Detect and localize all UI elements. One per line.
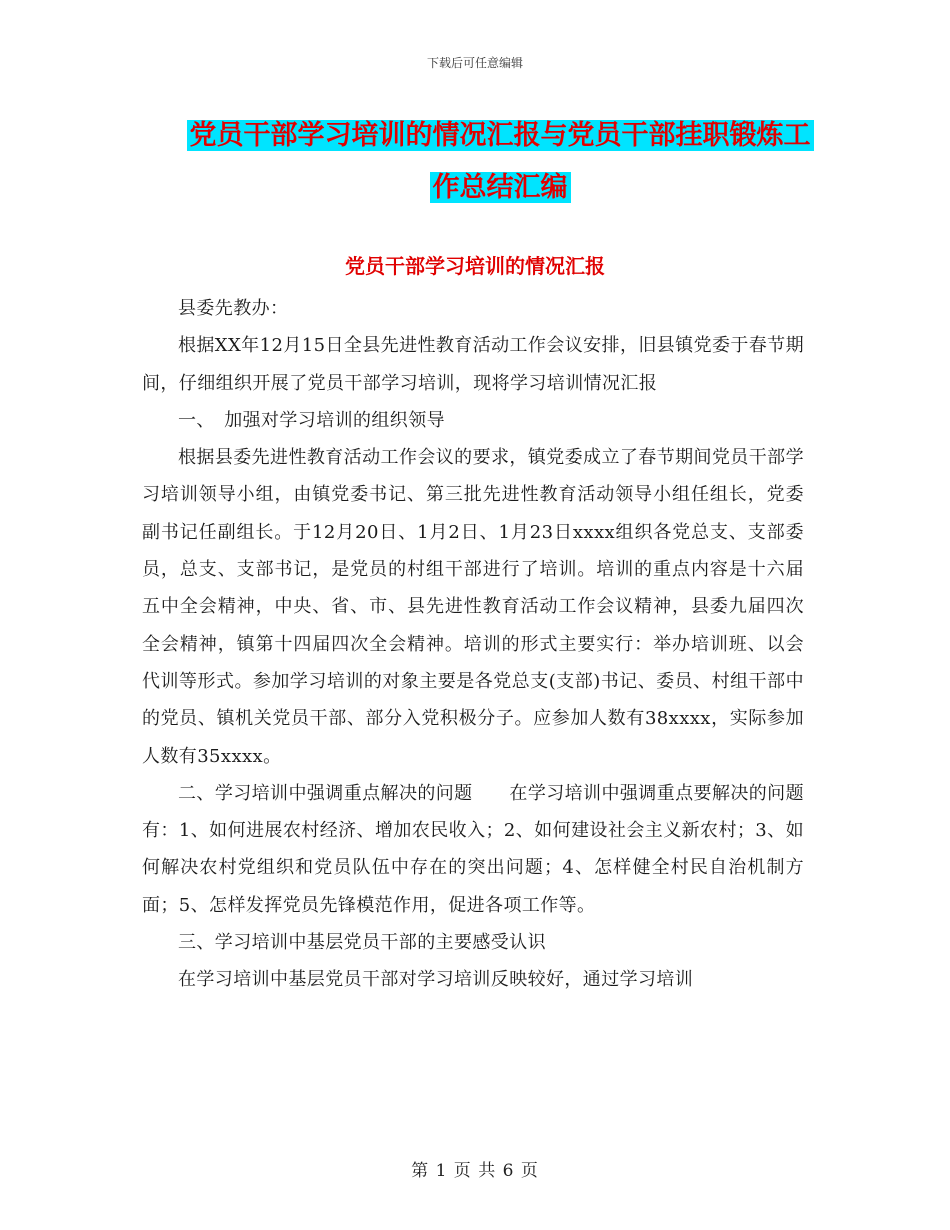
paragraph: 根据XX年12月15日全县先进性教育活动工作会议安排，旧县镇党委于春节期间，仔细组织开展了党员干部学习培训，现将学习培训情况汇报 — [142, 335, 804, 394]
document-title — [140, 110, 860, 214]
heading-2-paragraph: 二、学习培训中强调重点解决的问题 在学习培训中强调重点要解决的问题有：1、如何进展农村经济、增加农民收入；2、如何建设社会主义新农村；3、如何解决农村党组织和党员队伍中存在的突出问题；4、怎样健全村民自治机制方面；5、怎样发挥党员先锋模范作用，促进各项工作等。 — [142, 782, 804, 916]
paragraph: 在学习培训中基层党员干部对学习培训反映较好，通过学习培训 — [178, 969, 694, 991]
paragraph: 根据县委先进性教育活动工作会议的要求，镇党委成立了春节期间党员干部学习培训领导小组，由镇党委书记、第三批先进性教育活动领导小组任组长，党委副书记任副组长。于12月20日、1月2日、1月23日xxxx组织各党总支、支部委员，总支、支部书记，是党员的村组干部进行了培训。培训的重点内容是十六届五中全会精神，中央、省、市、县先进性教育活动工作会议精神，县委九届四次全会精神，镇第十四届四次全会精神。培训的形式主要实行：举办培训班、以会代训等形式。参加学习培训的对象主要是各党总支(支部)书记、委员、村组干部中的党员、镇机关党员干部、部分入党积极分子。应参加人数有38xxxx，实际参加人数有35xxxx。 — [142, 447, 804, 767]
heading-1: 一、 加强对学习培训的组织领导 — [178, 409, 445, 431]
title-line-2: 作总结汇编 — [430, 172, 571, 203]
title-line-1: 党员干部学习培训的情况汇报与党员干部挂职锻炼工 — [187, 120, 814, 151]
heading-3: 三、学习培训中基层党员干部的主要感受认识 — [178, 932, 546, 954]
section-title: 党员干部学习培训的情况汇报 — [345, 254, 605, 278]
salutation: 县委先教办： — [178, 298, 289, 319]
page-number-footer: 第 1 页 共 6 页 — [411, 1161, 539, 1181]
header-note: 下载后可任意编辑 — [426, 56, 523, 70]
document-body — [142, 290, 804, 999]
